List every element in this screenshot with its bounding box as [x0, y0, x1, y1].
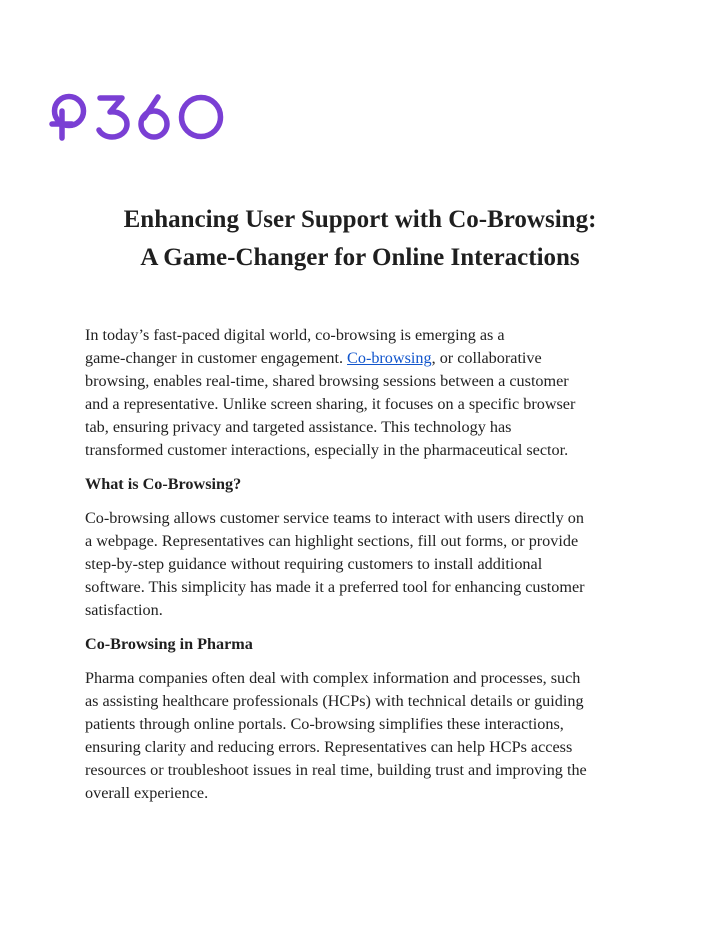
intro-line: browsing, enables real-time, shared browsing sessions between a customer: [85, 372, 569, 390]
paragraph-line: overall experience.: [85, 784, 209, 802]
paragraph-line: satisfaction.: [85, 601, 163, 619]
paragraph-line: software. This simplicity has made it a preferred tool for enhancing customer: [85, 578, 585, 596]
intro-paragraph: [85, 324, 645, 462]
paragraph-line: Co-browsing allows customer service teams to interact with users directly on: [85, 509, 584, 527]
intro-line: [85, 347, 645, 370]
intro-line: transformed customer interactions, especially in the pharmaceutical sector.: [85, 441, 569, 459]
section-heading-what-is-co-browsing: What is Co-Browsing?: [85, 475, 242, 493]
intro-line: In today’s fast-paced digital world, co-browsing is emerging as a: [85, 326, 505, 344]
p360-logo: [48, 92, 226, 142]
document-title: [40, 201, 680, 277]
section-paragraph-what-is-co-browsing: [85, 507, 645, 622]
intro-line: and a representative. Unlike screen sharing, it focuses on a specific browser: [85, 395, 576, 413]
co-browsing-link[interactable]: Co-browsing: [347, 349, 432, 367]
intro-line-text: game-changer in customer engagement.: [85, 349, 348, 367]
paragraph-line: Pharma companies often deal with complex information and processes, such: [85, 669, 581, 687]
section-heading-co-browsing-in-pharma: Co-Browsing in Pharma: [85, 635, 253, 653]
paragraph-line: step-by-step guidance without requiring customers to install additional: [85, 555, 543, 573]
paragraph-line: as assisting healthcare professionals (HCPs) with technical details or guiding: [85, 692, 584, 710]
paragraph-line: resources or troubleshoot issues in real time, building trust and improving the: [85, 761, 587, 779]
paragraph-line: ensuring clarity and reducing errors. Representatives can help HCPs access: [85, 738, 573, 756]
section-paragraph-co-browsing-in-pharma: [85, 667, 645, 805]
paragraph-line: a webpage. Representatives can highlight sections, fill out forms, or provide: [85, 532, 579, 550]
intro-line: tab, ensuring privacy and targeted assistance. This technology has: [85, 418, 512, 436]
title-line-2: A Game-Changer for Online Interactions: [140, 244, 580, 271]
intro-line-text: , or collaborative: [431, 349, 542, 367]
document-body: [85, 324, 645, 805]
paragraph-line: patients through online portals. Co-browsing simplifies these interactions,: [85, 715, 564, 733]
title-line-1: Enhancing User Support with Co-Browsing:: [123, 206, 597, 233]
